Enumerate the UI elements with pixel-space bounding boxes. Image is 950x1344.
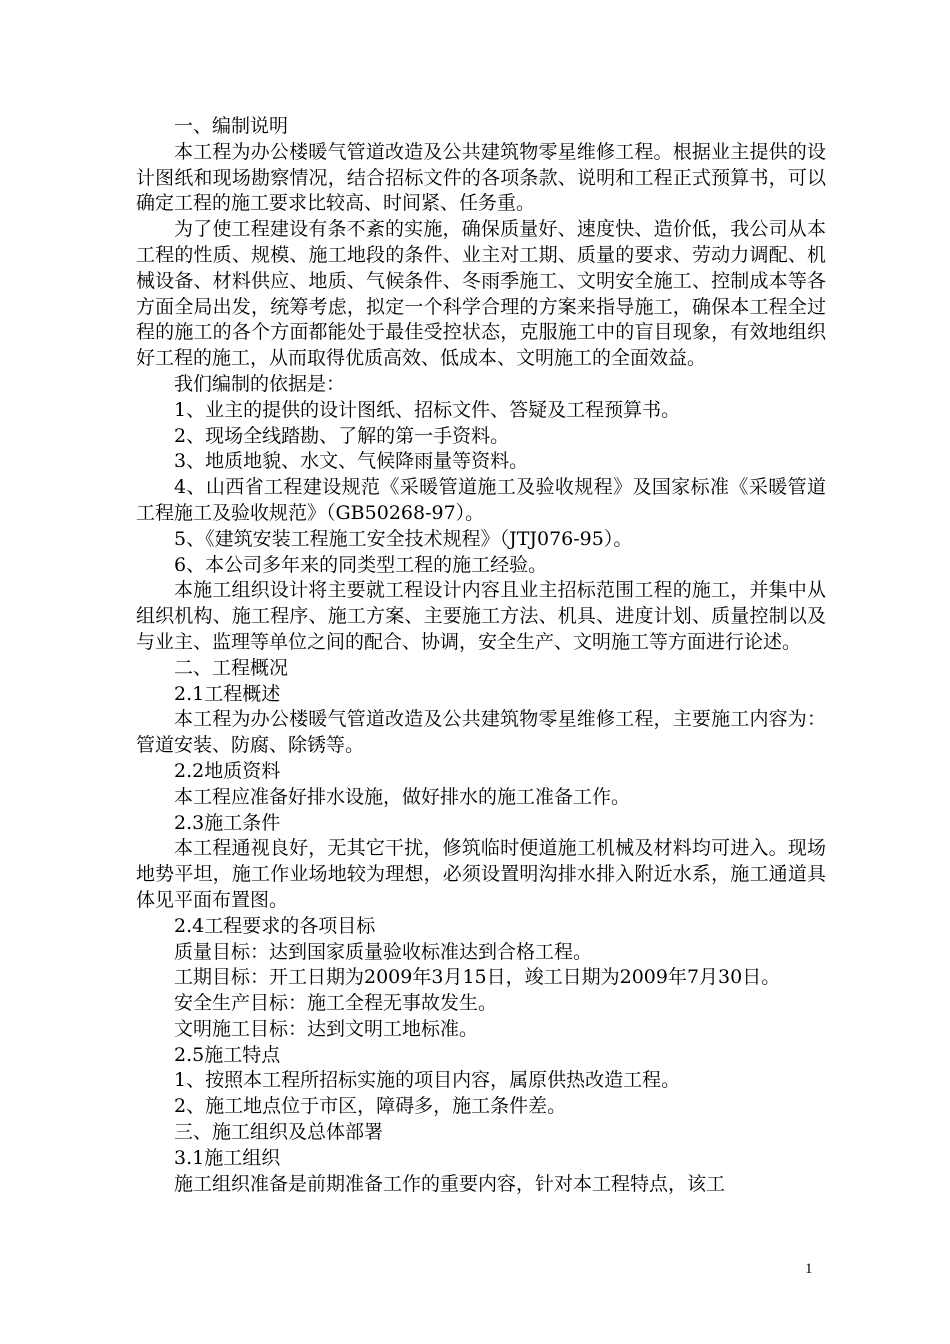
body-paragraph: 施工组织准备是前期准备工作的重要内容，针对本工程特点，该工 [174, 1172, 726, 1195]
section-heading: 二、工程概况 [174, 656, 289, 679]
body-paragraph: 本工程应准备好排水设施，做好排水的施工准备工作。 [174, 785, 631, 808]
subsection-heading: 2.2地质资料 [174, 759, 281, 782]
subsection-heading: 2.5施工特点 [174, 1043, 281, 1066]
list-item: 5、《建筑安装工程施工安全技术规程》（JTJ076-95）。 [174, 527, 633, 550]
body-paragraph: 本工程为办公楼暖气管道改造及公共建筑物零星维修工程。根据业主提供的设计图纸和现场勘察情况，结合招标文件的各项条款、说明和工程正式预算书，可以确定工程的施工要求比较高、时间紧、任务重。 [136, 140, 826, 215]
list-item: 2、施工地点位于市区，障碍多，施工条件差。 [174, 1095, 567, 1118]
section-heading: 一、编制说明 [174, 115, 289, 137]
body-paragraph: 工期目标：开工日期为2009年3月15日，竣工日期为2009年7月30日。 [174, 966, 781, 989]
body-paragraph: 质量目标：达到国家质量验收标准达到合格工程。 [174, 940, 593, 963]
list-item: 2、现场全线踏勘、了解的第一手资料。 [174, 424, 510, 447]
subsection-heading: 3.1施工组织 [174, 1146, 281, 1169]
section-heading: 三、施工组织及总体部署 [174, 1121, 384, 1144]
list-item: 6、本公司多年来的同类型工程的施工经验。 [174, 553, 548, 576]
body-paragraph: 文明施工目标：达到文明工地标准。 [174, 1017, 479, 1040]
subsection-heading: 2.4工程要求的各项目标 [174, 914, 376, 937]
body-paragraph: 我们编制的依据是： [174, 372, 346, 395]
body-paragraph: 本工程通视良好，无其它干扰，修筑临时便道施工机械及材料均可进入。现场地势平坦，施工作业场地较为理想，必须设置明沟排水排入附近水系，施工通道具体见平面布置图。 [136, 837, 826, 911]
page-number: 1 [805, 1261, 813, 1277]
subsection-heading: 2.3施工条件 [174, 811, 281, 834]
body-paragraph: 安全生产目标：施工全程无事故发生。 [174, 992, 498, 1015]
list-item: 4、山西省工程建设规范《采暖管道施工及验收规程》及国家标准《采暖管道工程施工及验收规范》（GB50268-97）。 [136, 476, 826, 524]
body-paragraph: 本工程为办公楼暖气管道改造及公共建筑物零星维修工程，主要施工内容为：管道安装、防腐、除锈等。 [136, 708, 826, 757]
body-paragraph: 为了使工程建设有条不紊的实施，确保质量好、速度快、造价低，我公司从本工程的性质、规模、施工地段的条件、业主对工期、质量的要求、劳动力调配、机械设备、材料供应、地质、气候条件、冬雨季施工、文明安全施工、控制成本等各方面全局出发，统筹考虑，拟定一个科学合理的方案来指导施工，确保本工程全过程的施工的各个方面都能处于最佳受控状态，克服施工中的盲目现象，有效地组织好工程的施工，从而取得优质高效、低成本、文明施工的全面效益。 [136, 218, 826, 370]
body-paragraph: 本施工组织设计将主要就工程设计内容且业主招标范围工程的施工，并集中从组织机构、施工程序、施工方案、主要施工方法、机具、进度计划、质量控制以及与业主、监理等单位之间的配合、协调，安全生产、文明施工等方面进行论述。 [136, 579, 826, 653]
list-item: 3、地质地貌、水文、气候降雨量等资料。 [174, 450, 529, 473]
list-item: 1、业主的提供的设计图纸、招标文件、答疑及工程预算书。 [174, 398, 681, 421]
subsection-heading: 2.1工程概述 [174, 682, 281, 705]
list-item: 1、按照本工程所招标实施的项目内容，属原供热改造工程。 [174, 1069, 681, 1092]
document-body [136, 114, 826, 1197]
